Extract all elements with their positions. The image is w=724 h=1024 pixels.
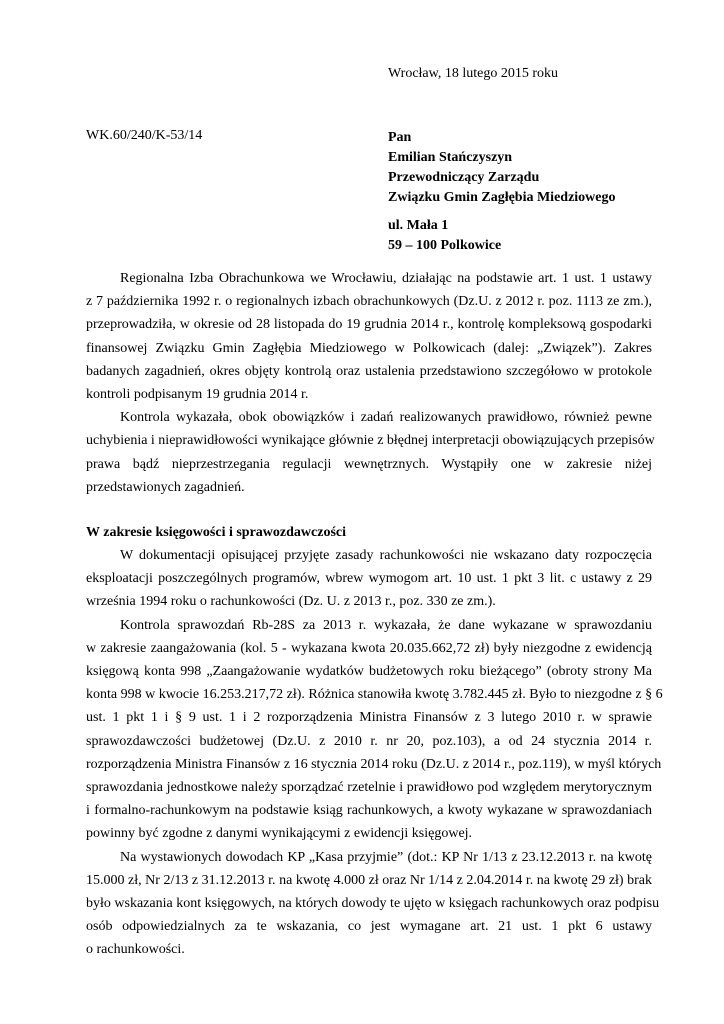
section-heading: W zakresie księgowości i sprawozdawczości xyxy=(86,525,347,541)
text-line: i formalno-rachunkowym na podstawie ksiąg rachunkowych, a kwoty wykazane w sprawozdaniach xyxy=(86,803,652,819)
addressee-postal-city: 59 – 100 Polkowice xyxy=(388,238,502,253)
text-line: Regionalna Izba Obrachunkowa we Wrocławiu, działając na podstawie art. 1 ust. 1 ustawy xyxy=(120,271,652,286)
text-line: finansowej Związku Gmin Zagłębia Miedziowego w Polkowicach (dalej: „Związek”). Zakres xyxy=(86,340,652,356)
addressee-position: Przewodniczący Zarządu xyxy=(388,170,540,185)
text-line: W dokumentacji opisującej przyjęte zasady rachunkowości nie wskazano daty rozpoczęcia xyxy=(120,548,652,564)
paragraph-1 xyxy=(86,267,652,406)
text-line: przedstawionych zagadnień. xyxy=(86,479,245,495)
text-line: września 1994 roku o rachunkowości (Dz. U. z 2013 r., poz. 330 ze zm.). xyxy=(86,594,496,610)
text-line: badanych zagadnień, okres objęty kontrolą oraz ustalenia przedstawiono szczegółowo w protokole xyxy=(86,363,652,379)
text-line: w zakresie zaangażowania (kol. 5 - wykazana kwota 20.035.662,72 zł) były niezgodne z ewidencją xyxy=(86,640,652,656)
addressee-block xyxy=(388,128,616,256)
text-line: prawa bądź nieprzestrzegania regulacji wewnętrznych. Wystąpiły one w zakresie niżej xyxy=(86,456,652,472)
text-line: Kontrola sprawozdań Rb-28S za 2013 r. wykazała, że dane wykazane w sprawozdaniu xyxy=(120,617,652,633)
letter-body xyxy=(86,267,663,962)
text-line: eksploatacji poszczególnych programów, wbrew wymogom art. 10 ust. 1 pkt 3 lit. c ustawy z 29 xyxy=(86,571,652,587)
addressee-organization: Związku Gmin Zagłębia Miedziowego xyxy=(388,190,616,205)
text-line: było wskazania kont księgowych, na których dowody te ujęto w księgach rachunkowych oraz podpisu xyxy=(86,896,660,912)
paragraph-2 xyxy=(86,406,655,499)
text-line: Kontrola wykazała, obok obowiązków i zadań realizowanych prawidłowo, również pewne xyxy=(120,410,652,426)
text-line: księgową konta 998 „Zaangażowanie wydatków budżetowych roku bieżącego” (obroty strony Ma xyxy=(86,664,652,680)
text-line: uchybienia i nieprawidłowości wynikające głównie z błędnej interpretacji obowiązujących przepisów xyxy=(86,433,655,449)
text-line: o rachunkowości. xyxy=(86,942,185,958)
paragraph-5 xyxy=(86,846,660,962)
reference-number: WK.60/240/K-53/14 xyxy=(86,128,203,143)
text-line: osób odpowiedzialnych za te wskazania, co jest wymagane art. 21 ust. 1 pkt 6 ustawy xyxy=(86,919,652,935)
text-line: Na wystawionych dowodach KP „Kasa przyjmie” (dot.: KP Nr 1/13 z 23.12.2013 r. na kwotę xyxy=(120,849,652,865)
text-line: sprawozdawczości budżetowej (Dz.U. z 2010 r. nr 20, poz.103), a od 24 stycznia 2014 r. xyxy=(86,733,652,749)
paragraph-4 xyxy=(86,614,663,846)
paragraph-3 xyxy=(86,544,652,614)
place-date: Wrocław, 18 lutego 2015 roku xyxy=(388,66,558,81)
text-line: rozporządzenia Ministra Finansów z 16 stycznia 2014 roku (Dz.U. z 2014 r., poz.119), w myśl których xyxy=(86,756,662,772)
text-line: powinny być zgodne z danymi wynikającymi z ewidencji księgowej. xyxy=(86,826,473,842)
addressee-name: Emilian Stańczyszyn xyxy=(388,150,513,165)
text-line: konta 998 w kwocie 16.253.217,72 zł). Różnica stanowiła kwotę 3.782.445 zł. Było to niezgodne z § 6 xyxy=(86,687,663,703)
text-line: kontroli podpisanym 19 grudnia 2014 r. xyxy=(86,387,309,403)
addressee-street: ul. Mała 1 xyxy=(388,218,449,233)
addressee-salutation: Pan xyxy=(388,130,412,145)
text-line: sprawozdania jednostkowe należy sporządzać rzetelnie i prawidłowo pod względem merytorycznym xyxy=(86,780,652,796)
text-line: z 7 października 1992 r. o regionalnych izbach obrachunkowych (Dz.U. z 2012 r. poz. 1113 ze zm.), xyxy=(86,294,652,310)
text-line: przeprowadziła, w okresie od 28 listopada do 19 grudnia 2014 r., kontrolę kompleksową gospodarki xyxy=(86,317,652,333)
text-line: ust. 1 pkt 1 i § 9 ust. 1 i 2 rozporządzenia Ministra Finansów z 3 lutego 2010 r. w sprawie xyxy=(86,710,652,726)
text-line: 15.000 zł, Nr 2/13 z 31.12.2013 r. na kwotę 4.000 zł oraz Nr 1/14 z 2.04.2014 r. na kwotę 29 zł) brak xyxy=(86,872,652,888)
